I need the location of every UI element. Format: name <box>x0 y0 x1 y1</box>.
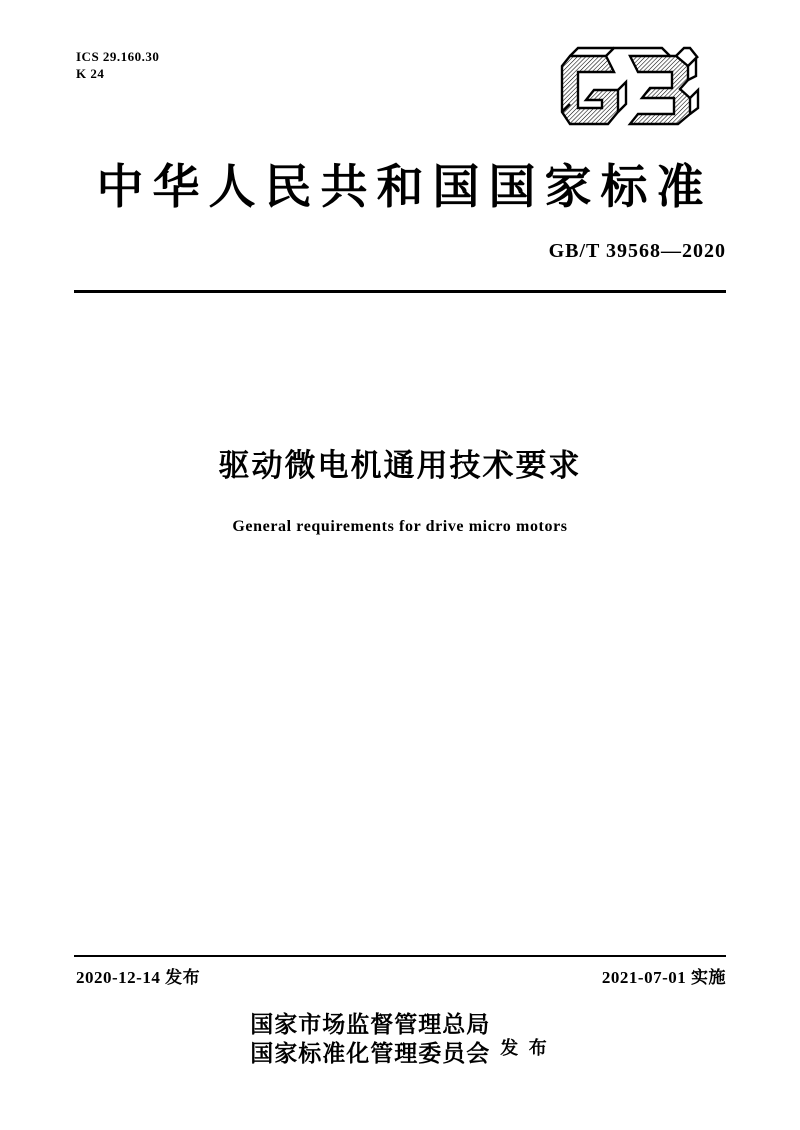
publisher-line-1: 国家市场监督管理总局 <box>250 1012 491 1037</box>
document-title-chinese: 驱动微电机通用技术要求 <box>218 448 582 483</box>
publisher-line-2: 国家标准化管理委员会 <box>250 1041 491 1066</box>
divider-bottom <box>74 955 726 957</box>
implementation-date: 2021-07-01 实施 <box>601 968 726 987</box>
gb-logo <box>558 46 728 138</box>
document-title-english: General requirements for drive micro motors <box>232 518 568 535</box>
national-standard-title: 中华人民共和国国家标准 <box>96 162 713 214</box>
ccs-code: K 24 <box>76 66 105 81</box>
issue-date: 2020-12-14 发布 <box>76 968 201 987</box>
publisher-verb: 发 布 <box>500 1038 550 1058</box>
ics-code: ICS 29.160.30 <box>76 49 160 64</box>
publisher-names <box>250 1010 490 1068</box>
publisher-block <box>0 1010 800 1068</box>
standard-number: GB/T 39568—2020 <box>548 240 726 262</box>
ics-classification-block <box>76 48 159 82</box>
divider-top <box>74 290 726 293</box>
